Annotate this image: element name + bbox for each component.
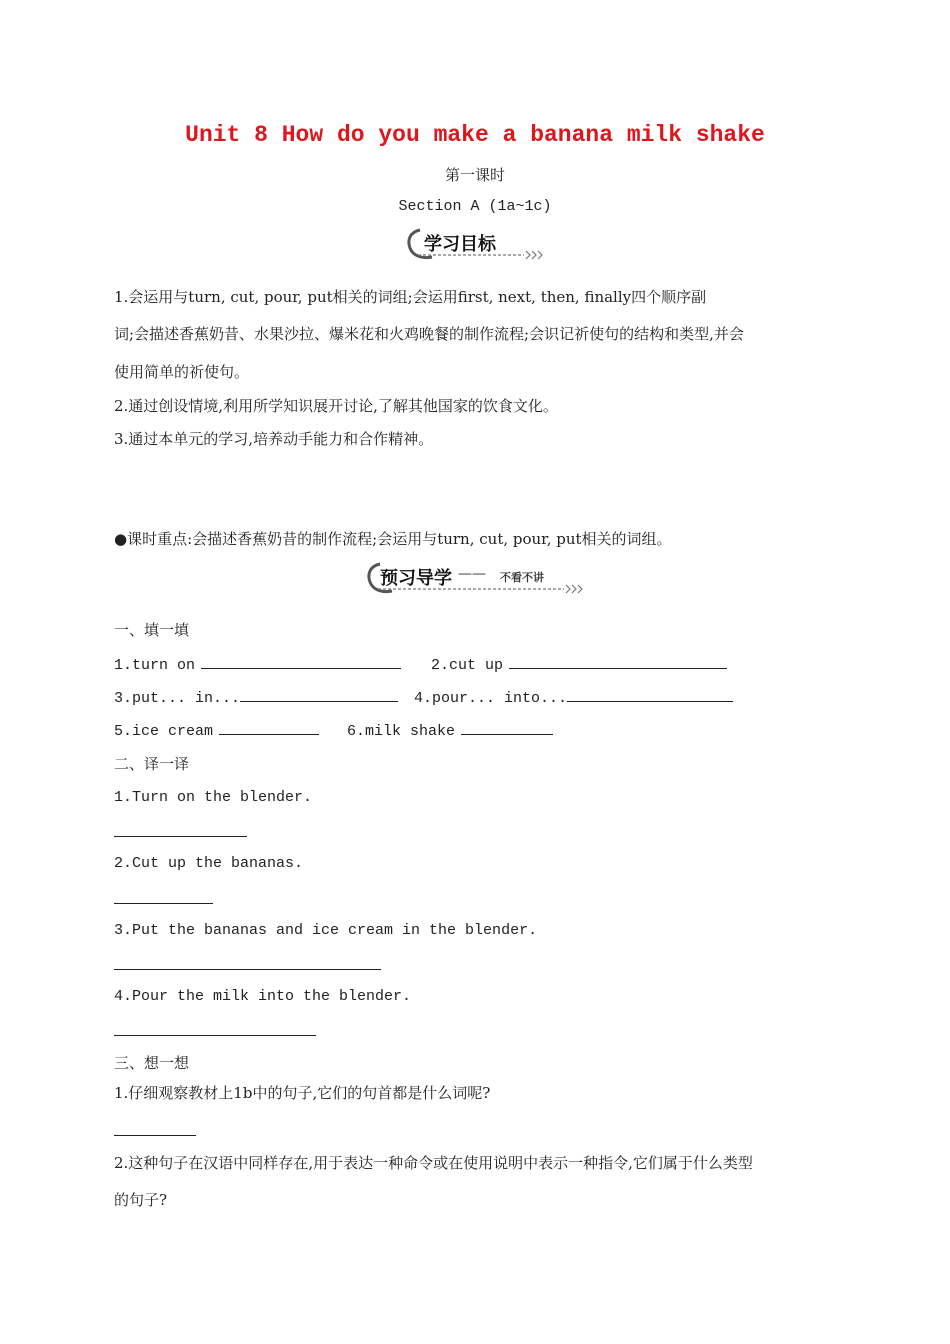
preview-badge (364, 560, 586, 596)
preview-badge-text: 预习导学 (380, 568, 452, 589)
fill-item-5 (114, 720, 319, 743)
preview-badge-tag: 不看不讲 (500, 571, 544, 584)
part2-heading: 二、译一译 (114, 755, 190, 773)
goal-line-1: 1.会运用与turn, cut, pour, put相关的词组;会运用first, next, then, finally四个顺序副 (114, 288, 707, 306)
think-blank-1[interactable] (114, 1135, 196, 1136)
translate-blank-4[interactable] (114, 1035, 316, 1036)
key-point: ●课时重点:会描述香蕉奶昔的制作流程;会运用与turn, cut, pour, put相关的词组。 (114, 530, 672, 548)
fill-blank-1[interactable] (201, 654, 401, 669)
translate-item-3: 3.Put the bananas and ice cream in the blender. (114, 922, 538, 939)
fill-item-4 (414, 687, 733, 710)
goals-badge-text: 学习目标 (424, 234, 496, 255)
fill-item-3 (114, 687, 398, 710)
fill-blank-5[interactable] (219, 720, 319, 735)
fill-blank-2[interactable] (509, 654, 727, 669)
fill-item-1 (114, 654, 401, 677)
fill-item-1-label: 1.turn on (114, 657, 196, 674)
fill-item-2 (431, 654, 727, 677)
translate-item-4: 4.Pour the milk into the blender. (114, 988, 412, 1005)
think-question-1: 1.仔细观察教材上1b中的句子,它们的句首都是什么词呢? (114, 1084, 491, 1102)
fill-item-5-label: 5.ice cream (114, 723, 214, 740)
goal-line-2: 词;会描述香蕉奶昔、水果沙拉、爆米花和火鸡晚餐的制作流程;会识记祈使句的结构和类型,并会 (114, 325, 744, 343)
translate-item-2: 2.Cut up the bananas. (114, 855, 304, 872)
translate-item-1: 1.Turn on the blender. (114, 789, 313, 806)
fill-item-6-label: 6.milk shake (347, 723, 456, 740)
goal-item-3: 3.通过本单元的学习,培养动手能力和合作精神。 (114, 430, 434, 448)
fill-blank-4[interactable] (567, 687, 733, 702)
fill-item-2-label: 2.cut up (431, 657, 504, 674)
part1-heading: 一、填一填 (114, 621, 190, 639)
fill-blank-3[interactable] (240, 687, 398, 702)
goal-item-2: 2.通过创设情境,利用所学知识展开讨论,了解其他国家的饮食文化。 (114, 397, 558, 415)
fill-item-4-label: 4.pour... into... (414, 690, 568, 707)
fill-item-6 (347, 720, 553, 743)
preview-badge-dash: —— (458, 566, 486, 582)
think-question-2-line-2: 的句子? (114, 1191, 168, 1209)
fill-blank-6[interactable] (461, 720, 553, 735)
translate-blank-3[interactable] (114, 969, 381, 970)
fill-item-3-label: 3.put... in... (114, 690, 241, 707)
part3-heading: 三、想一想 (114, 1054, 190, 1072)
section-label: Section A (1a~1c) (398, 198, 552, 215)
think-question-2-line-1: 2.这种句子在汉语中同样存在,用于表达一种命令或在使用说明中表示一种指令,它们属于什么类型 (114, 1154, 753, 1172)
goals-badge (404, 226, 546, 262)
goal-line-3: 使用简单的祈使句。 (114, 363, 250, 381)
translate-blank-2[interactable] (114, 903, 213, 904)
page-title: Unit 8 How do you make a banana milk shake (185, 122, 765, 148)
lesson-label: 第一课时 (444, 166, 505, 184)
translate-blank-1[interactable] (114, 836, 247, 837)
